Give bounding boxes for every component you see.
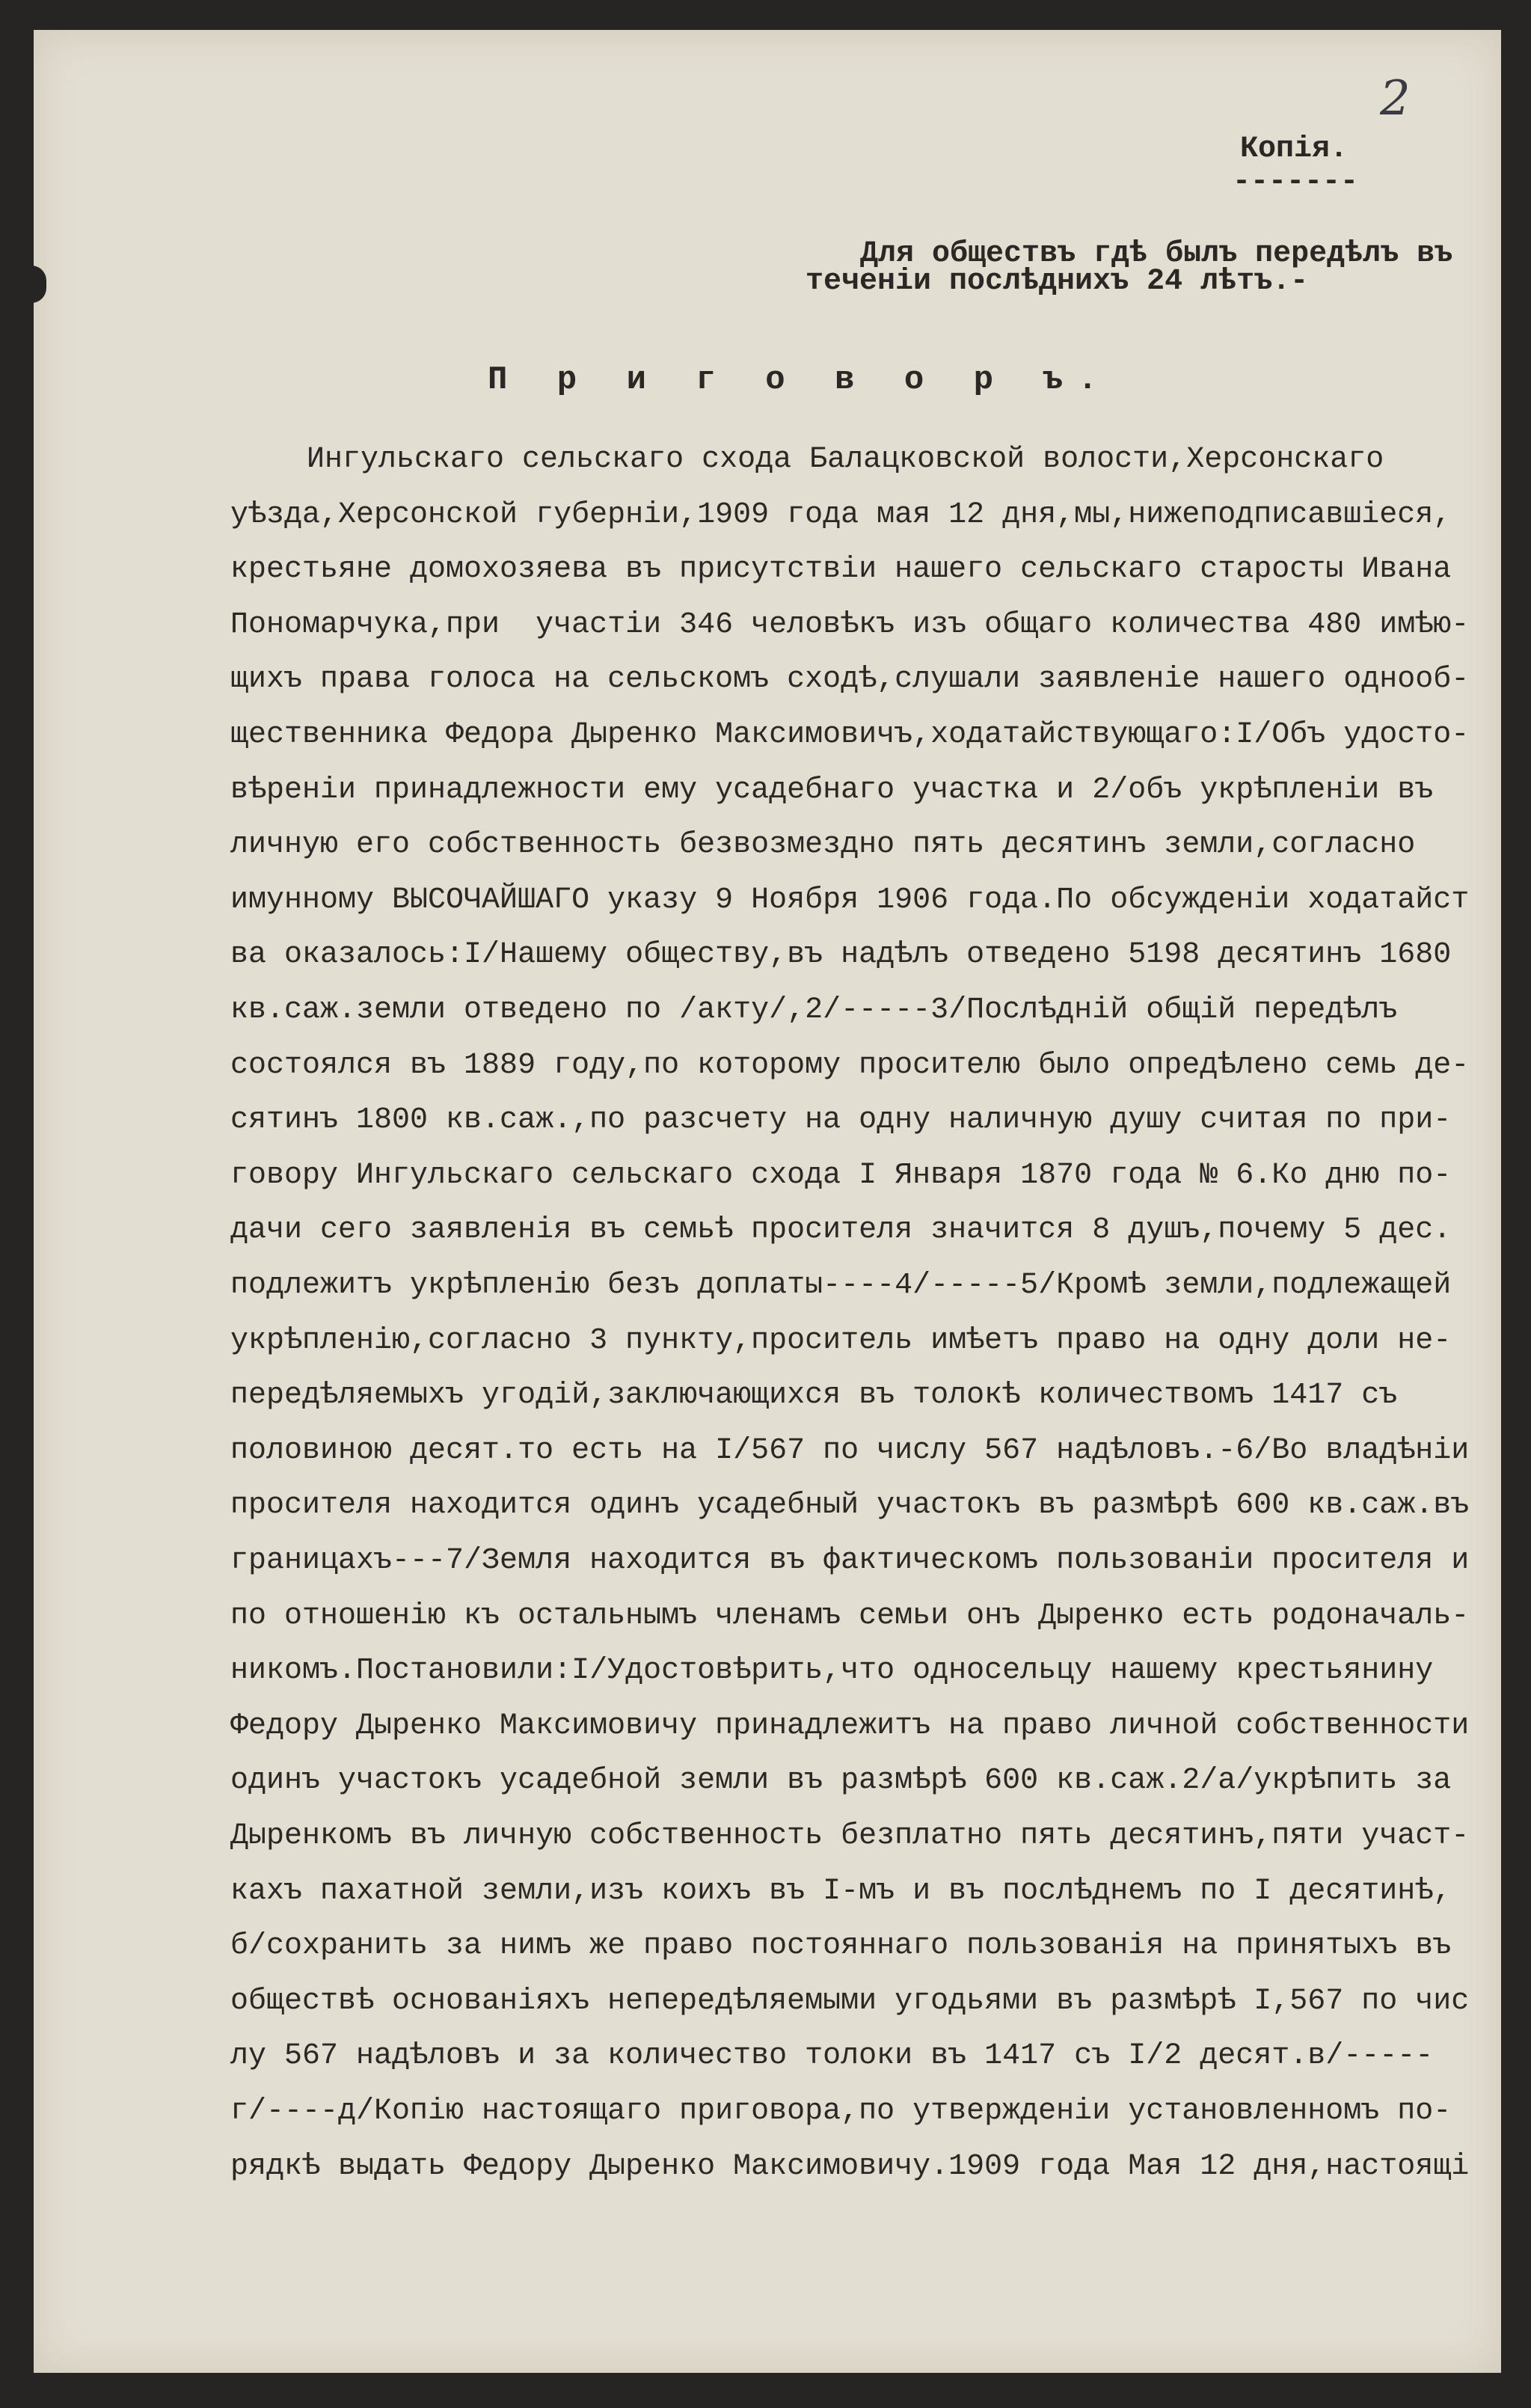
copy-underline: -------	[1233, 165, 1359, 199]
body-line: ва оказалось:I/Нашему обществу,въ надѣлъ отведено 5198 десятинъ 1680	[230, 938, 1452, 972]
body-line: говору Ингульскаго сельскаго схода I Января 1870 года № 6.Ко дню по-	[230, 1158, 1452, 1192]
body-line: щественника Федора Дыренко Максимовичъ,ходатайствующаго:I/Объ удосто-	[230, 718, 1470, 752]
body-line: подлежитъ укрѣпленiю безъ доплаты----4/-----5/Кромѣ земли,подлежащей	[230, 1269, 1452, 1302]
header-note-line-1: Для обществъ гдѣ былъ передѣлъ въ	[860, 237, 1453, 271]
body-line: обществѣ основанiяхъ непередѣляемыми угодьями въ размѣрѣ I,567 по чис	[230, 1984, 1470, 2018]
body-line: вѣренiи принадлежности ему усадебнаго участка и 2/объ укрѣпленiи въ	[230, 773, 1434, 807]
body-line: одинъ участокъ усадебной земли въ размѣрѣ 600 кв.саж.2/а/укрѣпить за	[230, 1764, 1452, 1798]
body-line: просителя находится одинъ усадебный участокъ въ размѣрѣ 600 кв.саж.въ	[230, 1489, 1470, 1523]
body-line: б/сохранить за нимъ же право постояннаго пользованiя на принятыхъ въ	[230, 1929, 1452, 1964]
body-line: крестьяне домохозяева въ присутствiи нашего сельскаго старосты Ивана	[230, 553, 1452, 587]
body-line: уѣзда,Херсонской губернiи,1909 года мая 12 дня,мы,нижеподписавшiеся,	[230, 497, 1452, 532]
body-line: Пономарчука,при участiи 346 человѣкъ изъ общаго количества 480 имѣю-	[230, 607, 1470, 642]
body-line: по отношенiю къ остальнымъ членамъ семьи онъ Дыренко есть родоначаль-	[230, 1599, 1470, 1633]
body-line: никомъ.Постановили:I/Удостовѣрить,что односельцу нашему крестьянину	[230, 1654, 1434, 1688]
body-line: кв.саж.земли отведено по /акту/,2/-----3/Послѣднiй общiй передѣлъ	[230, 993, 1398, 1027]
body-line: сятинъ 1800 кв.саж.,по разсчету на одну наличную душу считая по при-	[230, 1103, 1452, 1138]
body-line: Федору Дыренко Максимовичу принадлежитъ на право личной собственности	[230, 1709, 1470, 1743]
body-line: дачи сего заявленiя въ семьѣ просителя значится 8 душъ,почему 5 дес.	[230, 1213, 1452, 1248]
body-line: укрѣпленiю,согласно 3 пункту,проситель имѣетъ право на одну доли не-	[230, 1323, 1452, 1358]
header-note-line-2: теченiи послѣднихъ 24 лѣтъ.-	[806, 265, 1309, 298]
body-line: личную его собственность безвозмездно пять десятинъ земли,согласно	[230, 828, 1416, 863]
body-line: кахъ пахатной земли,изъ коихъ въ I-мъ и въ послѣднемъ по I десятинѣ,	[230, 1874, 1452, 1908]
body-line: рядкѣ выдать Федору Дыренко Максимовичу.1909 года Мая 12 дня,настоящi	[230, 2149, 1470, 2184]
document-title: П р и г о в о р ъ.	[488, 361, 1113, 399]
body-line: границахъ---7/Земля находится въ фактическомъ пользованiи просителя и	[230, 1544, 1470, 1578]
handwritten-page-number: 2	[1380, 71, 1411, 126]
body-line: г/----д/Копiю настоящаго приговора,по утвержденiи установленномъ по-	[230, 2095, 1452, 2128]
body-line: состоялся въ 1889 году,по которому просителю было опредѣлено семь де-	[230, 1048, 1470, 1082]
body-line: Дыренкомъ въ личную собственность безплатно пять десятинъ,пяти участ-	[230, 1819, 1470, 1853]
body-line: передѣляемыхъ угодiй,заключающихся въ толокѣ количествомъ 1417 съ	[230, 1379, 1398, 1413]
copy-label: Копiя.	[1240, 132, 1349, 166]
body-line: щихъ права голоса на сельскомъ сходѣ,слушали заявленiе нашего однооб-	[230, 663, 1470, 697]
body-line: половиною десят.то есть на I/567 по числу 567 надѣловъ.-6/Во владѣнiи	[230, 1433, 1470, 1468]
body-line: Ингульскаго сельскаго схода Балацковской волости,Херсонскаго	[307, 443, 1384, 477]
body-line: лу 567 надѣловъ и за количество толоки въ 1417 съ I/2 десят.в/-----	[230, 2039, 1434, 2074]
body-line: имунному ВЫСОЧАЙШАГО указу 9 Ноября 1906 года.По обсужденiи ходатайст	[230, 883, 1470, 917]
